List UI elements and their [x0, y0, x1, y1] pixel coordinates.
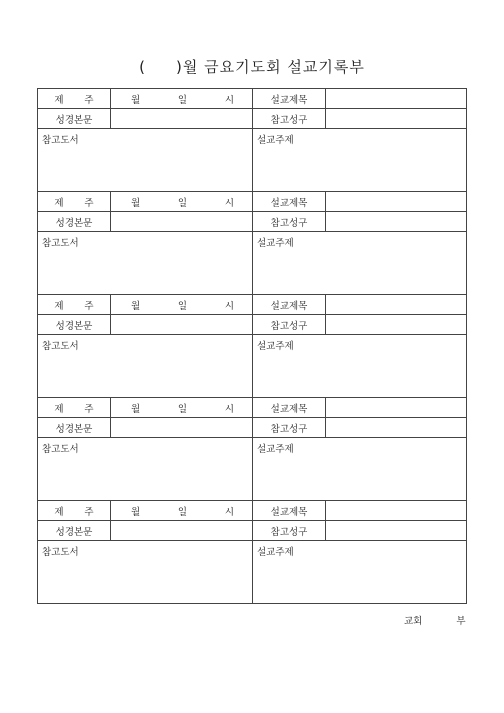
presider-cell[interactable] — [38, 501, 111, 520]
sermon-theme-field[interactable] — [253, 438, 466, 500]
sermon-theme-field[interactable] — [253, 335, 466, 397]
scripture-field[interactable] — [111, 521, 253, 540]
notes-row — [38, 335, 466, 397]
scripture-label: 성경본문 — [38, 521, 111, 540]
sermon-title-label: 설교제목 — [253, 398, 326, 417]
ref-books-field[interactable] — [38, 541, 253, 603]
notes-row — [38, 129, 466, 191]
scripture-field[interactable] — [111, 418, 253, 437]
month-label: 월 — [131, 197, 141, 209]
header-row — [38, 398, 466, 418]
ref-verse-field[interactable] — [326, 418, 466, 437]
sermon-theme-field[interactable] — [253, 232, 466, 294]
month-label: 월 — [131, 94, 141, 106]
ref-books-field[interactable] — [38, 129, 253, 191]
presider-cell[interactable] — [38, 192, 111, 211]
month-label: 월 — [131, 506, 141, 518]
sermon-theme-field[interactable] — [253, 541, 466, 603]
scripture-label: 성경본문 — [38, 212, 111, 231]
sermon-theme-field[interactable] — [253, 129, 466, 191]
month-label: 월 — [131, 300, 141, 312]
ref-verse-label: 참고성구 — [253, 315, 326, 334]
ref-verse-field[interactable] — [326, 109, 466, 128]
sermon-theme-label: 설교주제 — [257, 238, 294, 249]
sermon-theme-label: 설교주제 — [257, 341, 294, 352]
ref-books-field[interactable] — [38, 438, 253, 500]
record-block — [38, 295, 466, 398]
presider-cell[interactable] — [38, 398, 111, 417]
presider-label-1: 제 — [54, 403, 64, 415]
day-label: 일 — [177, 197, 188, 209]
scripture-field[interactable] — [111, 315, 253, 334]
date-cell[interactable] — [111, 192, 253, 211]
scripture-label: 성경본문 — [38, 109, 111, 128]
record-block — [38, 398, 466, 501]
hour-label: 시 — [224, 506, 234, 518]
ref-books-label: 참고도서 — [42, 341, 79, 352]
presider-label-1: 제 — [54, 300, 64, 312]
date-cell[interactable] — [111, 501, 253, 520]
ref-books-label: 참고도서 — [42, 547, 79, 558]
footer-church-label: 교회 — [404, 616, 423, 627]
scripture-row — [38, 109, 466, 129]
scripture-field[interactable] — [111, 109, 253, 128]
presider-label-1: 제 — [54, 94, 64, 106]
header-row — [38, 192, 466, 212]
ref-verse-label: 참고성구 — [253, 418, 326, 437]
scripture-field[interactable] — [111, 212, 253, 231]
sermon-theme-label: 설교주제 — [257, 444, 294, 455]
presider-label-2: 주 — [84, 403, 94, 415]
record-block — [38, 192, 466, 295]
presider-label-2: 주 — [84, 94, 94, 106]
day-label: 일 — [177, 403, 188, 415]
presider-label-1: 제 — [54, 506, 64, 518]
sermon-title-label: 설교제목 — [253, 295, 326, 314]
ref-verse-label: 참고성구 — [253, 212, 326, 231]
sermon-title-label: 설교제목 — [253, 501, 326, 520]
presider-label-2: 주 — [84, 300, 94, 312]
record-block — [38, 501, 466, 604]
hour-label: 시 — [224, 403, 234, 415]
hour-label: 시 — [224, 300, 234, 312]
record-block — [38, 89, 466, 192]
footer-dept-label: 부 — [456, 616, 466, 627]
ref-books-field[interactable] — [38, 232, 253, 294]
ref-verse-label: 참고성구 — [253, 109, 326, 128]
month-label: 월 — [131, 403, 141, 415]
ref-verse-field[interactable] — [326, 315, 466, 334]
header-row — [38, 501, 466, 521]
presider-cell[interactable] — [38, 89, 111, 108]
title-open-paren: ( — [139, 58, 147, 76]
sermon-title-field[interactable] — [326, 295, 466, 314]
notes-row — [38, 438, 466, 500]
sermon-title-label: 설교제목 — [253, 192, 326, 211]
presider-label-2: 주 — [84, 506, 94, 518]
sermon-title-field[interactable] — [326, 89, 466, 108]
header-row — [38, 89, 466, 109]
notes-row — [38, 232, 466, 294]
sermon-title-label: 설교제목 — [253, 89, 326, 108]
ref-books-field[interactable] — [38, 335, 253, 397]
date-cell[interactable] — [111, 398, 253, 417]
day-label: 일 — [177, 94, 188, 106]
notes-row — [38, 541, 466, 603]
header-row — [38, 295, 466, 315]
footer-signature — [404, 613, 466, 627]
scripture-row — [38, 315, 466, 335]
ref-books-label: 참고도서 — [42, 238, 79, 249]
date-cell[interactable] — [111, 295, 253, 314]
ref-verse-field[interactable] — [326, 521, 466, 540]
scripture-row — [38, 521, 466, 541]
scripture-row — [38, 212, 466, 232]
sermon-title-field[interactable] — [326, 398, 466, 417]
title-text: )월 금요기도회 설교기록부 — [176, 58, 365, 76]
day-label: 일 — [177, 300, 188, 312]
date-cell[interactable] — [111, 89, 253, 108]
sermon-theme-label: 설교주제 — [257, 135, 294, 146]
ref-verse-field[interactable] — [326, 212, 466, 231]
ref-books-label: 참고도서 — [42, 135, 79, 146]
scripture-label: 성경본문 — [38, 315, 111, 334]
hour-label: 시 — [224, 197, 234, 209]
scripture-label: 성경본문 — [38, 418, 111, 437]
sermon-title-field[interactable] — [326, 501, 466, 520]
day-label: 일 — [177, 506, 188, 518]
page-title — [0, 56, 504, 77]
presider-label-1: 제 — [54, 197, 64, 209]
ref-verse-label: 참고성구 — [253, 521, 326, 540]
presider-cell[interactable] — [38, 295, 111, 314]
scripture-row — [38, 418, 466, 438]
ref-books-label: 참고도서 — [42, 444, 79, 455]
sermon-title-field[interactable] — [326, 192, 466, 211]
hour-label: 시 — [224, 94, 234, 106]
sermon-record-form — [37, 88, 467, 604]
presider-label-2: 주 — [84, 197, 94, 209]
sermon-theme-label: 설교주제 — [257, 547, 294, 558]
